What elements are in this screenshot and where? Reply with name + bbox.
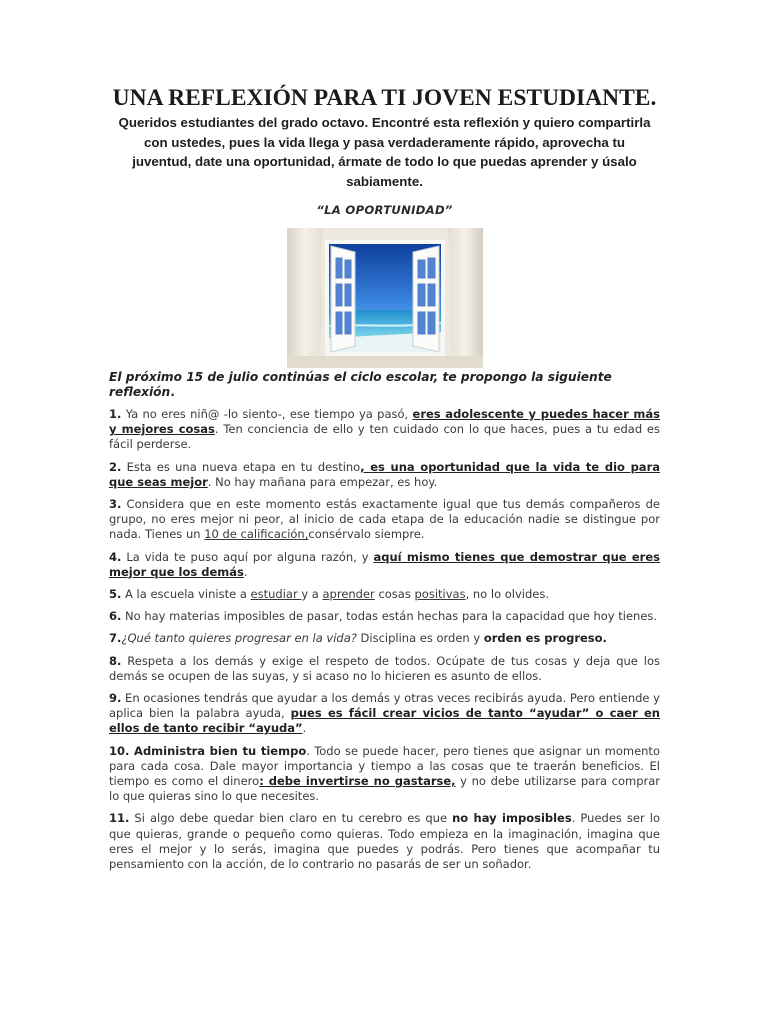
open-window-image <box>287 228 483 368</box>
item-text: . No hay mañana para empezar, es hoy. <box>207 474 438 489</box>
item-text: . Todo se puede hacer, pero tienes que asignar un momento para cada cosa. Dale mayor importancia y tiempo a las cosas que te traerán beneficios. El tiempo es como el dinero <box>109 743 660 789</box>
item-text: y a <box>301 587 323 602</box>
item-number: 4. <box>109 549 122 564</box>
item-number: 9. <box>109 691 122 706</box>
list-item-9 <box>109 691 660 737</box>
item-text: Considera que en este momento estás exactamente igual que tus demás compañeros de grupo, no eres mejor ni peor, al inicio de cada etapa de la educación nadie se distingue por nada. Tienes un <box>109 497 660 542</box>
item-number: 7. <box>109 631 122 646</box>
item-number: 11. <box>109 811 130 826</box>
item-number: 2. <box>109 459 122 474</box>
item-text: , no lo olvides. <box>465 587 550 602</box>
item-emphasis: eres adolescente y puedes hacer más y mejores cosas <box>109 407 660 437</box>
list-item-7 <box>109 631 660 646</box>
item-number: 6. <box>109 609 122 624</box>
item-text: Disciplina es orden y <box>356 631 484 646</box>
item-number: 10. <box>109 743 130 758</box>
item-text: No hay materias imposibles de pasar, todas están hechas para la capacidad que hoy tienes. <box>121 609 658 624</box>
item-text: consérvalo siempre. <box>308 527 425 542</box>
item-text: A la escuela viniste a <box>121 587 251 602</box>
list-item-5 <box>109 587 660 602</box>
item-text: . <box>243 564 248 579</box>
item-emphasis: , es una oportunidad que la vida te dio para que seas mejor <box>109 459 660 489</box>
item-emphasis: Administra bien tu tiempo <box>129 743 307 758</box>
item-emphasis: aquí mismo tienes que demostrar que eres mejor que los demás <box>109 549 660 579</box>
item-text: y no debe utilizarse para comprar lo que quieras sino lo que necesites. <box>109 774 660 804</box>
list-item-8 <box>109 654 660 684</box>
item-number: 5. <box>109 587 122 602</box>
document-title: UNA REFLEXIÓN PARA TI JOVEN ESTUDIANTE. <box>112 85 657 111</box>
item-underlined: 10 de calificación, <box>204 527 309 542</box>
item-text: Esta es una nueva etapa en tu destino <box>121 459 361 474</box>
item-emphasis: orden es progreso. <box>483 631 607 646</box>
item-italic: ¿Qué tanto quieres progresar en la vida? <box>121 631 357 646</box>
item-emphasis: pues es fácil crear vicios de tanto “ayudar” o caer en ellos de tanto recibir “ayuda” <box>109 706 660 736</box>
item-underlined: positivas <box>414 587 466 602</box>
list-item-3 <box>109 497 660 543</box>
list-item-2 <box>109 460 660 490</box>
item-text: La vida te puso aquí por alguna razón, y <box>121 549 374 564</box>
item-text: Respeta a los demás y exige el respeto de todos. Ocúpate de tus cosas y deja que los demás se ocupen de las suyas, y si acaso no lo hicieren es asunto de ellos. <box>109 653 660 683</box>
item-number: 1. <box>109 407 122 421</box>
item-text: Ya no eres niñ@ -lo siento-, ese tiempo ya pasó, <box>121 407 413 421</box>
item-text: cosas <box>374 587 415 602</box>
item-number: 8. <box>109 653 122 668</box>
lead-text-c: . <box>170 385 175 399</box>
list-item-4 <box>109 550 660 580</box>
item-emphasis: : debe invertirse no gastarse, <box>259 774 456 789</box>
item-text: . Ten conciencia de ello y ten cuidado con lo que haces, pues a tu edad es fácil perderse. <box>109 422 660 452</box>
lead-text-a: El próximo 15 de julio continúas el ciclo escolar <box>109 370 434 384</box>
list-item-10 <box>109 744 660 805</box>
section-subtitle: “LA OPORTUNIDAD” <box>316 203 453 217</box>
item-underlined: estudiar <box>250 587 302 602</box>
list-item-6 <box>109 609 660 624</box>
window-illustration <box>287 228 483 368</box>
lead-paragraph <box>109 370 660 400</box>
list-item-1 <box>109 407 660 453</box>
intro-paragraph: Queridos estudiantes del grado octavo. Encontré esta reflexión y quiero compartirla con ustedes, pues la vida llega y pasa verdaderamente rápido, aprovecha tu juventud, date una oportunidad, ármate de todo lo que puedas aprender y úsalo sabiamente. <box>118 115 651 189</box>
item-emphasis: no hay imposibles <box>452 811 572 826</box>
lead-text-b: , te propongo la siguiente reflexión <box>109 370 612 399</box>
item-underlined: aprender <box>322 587 375 602</box>
item-text: En ocasiones tendrás que ayudar a los demás y otras veces recibirás ayuda. Pero entiende y aplica bien la palabra ayuda, <box>109 691 660 721</box>
item-number: 3. <box>109 497 122 512</box>
item-text: Si algo debe quedar bien claro en tu cerebro es que <box>129 811 453 826</box>
item-text: . <box>302 721 307 736</box>
item-text: . Puedes ser lo que quieras, grande o pequeño como quieras. Todo empieza en la imaginación, imagina que eres el mejor y lo serás, imagina que puedes y podrás. Pero tienes que acompañar tu pensamiento con la acción, de lo contrario no pasarás de ser un soñador. <box>109 811 660 872</box>
list-item-11 <box>109 811 660 872</box>
